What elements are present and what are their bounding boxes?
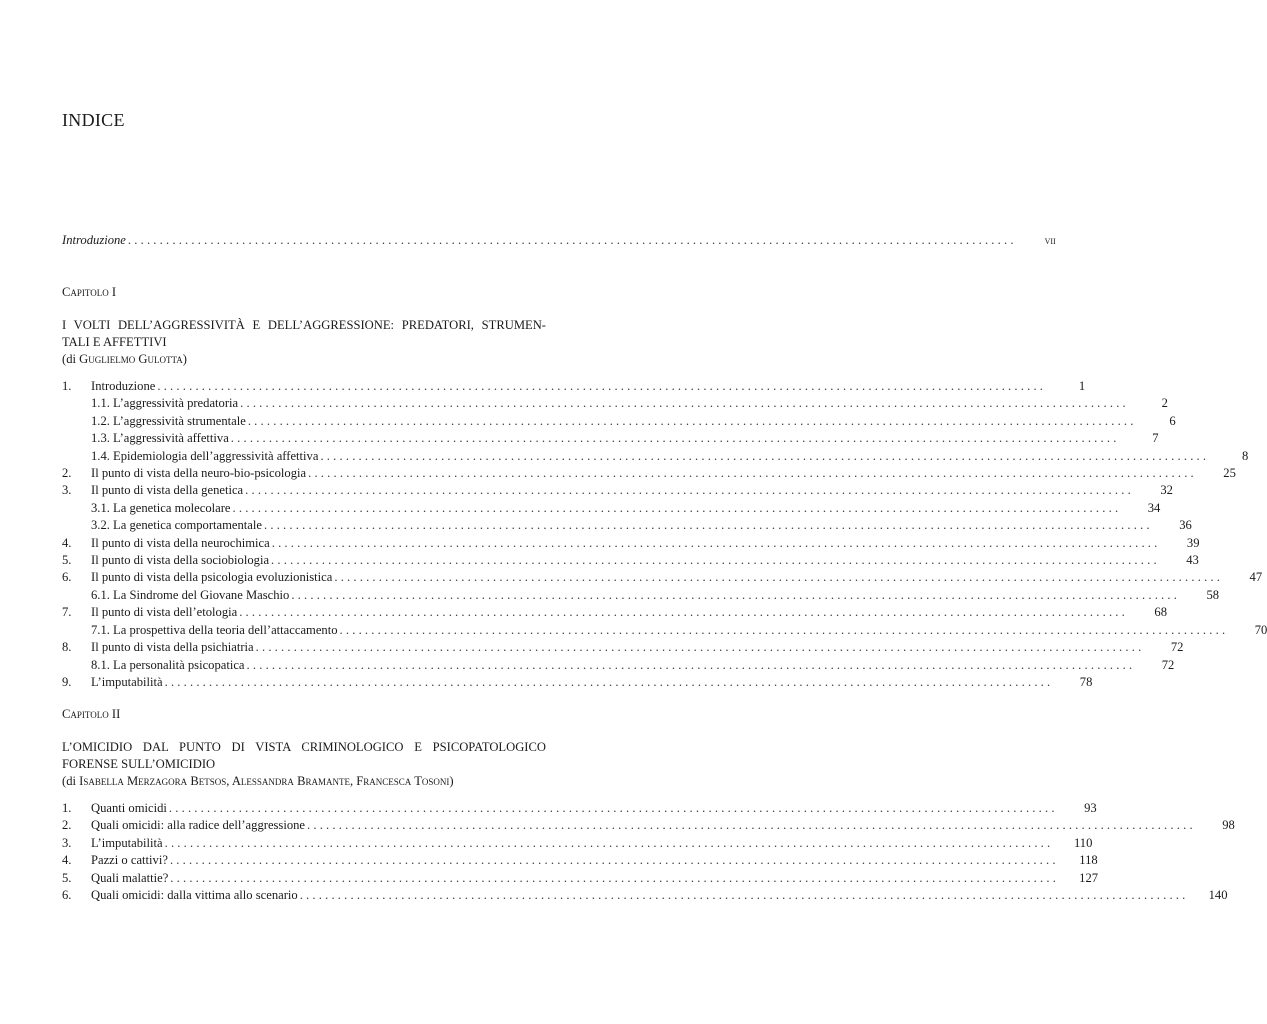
- leader-dots: ............................................................................................................................................: [168, 801, 1058, 815]
- entry-number: 6.: [62, 888, 72, 903]
- entry-number: 3.: [62, 483, 72, 498]
- entry-page: 70: [1254, 622, 1267, 637]
- leader-dots: ............................................................................................................................................: [299, 888, 1189, 903]
- entry-number: 1.: [62, 801, 72, 815]
- toc-entry: [62, 622, 1267, 639]
- entry-title: Quanti omicidi: [91, 801, 167, 815]
- intro-page: vii: [1044, 235, 1056, 247]
- entry-title: Quali malattie?: [91, 870, 169, 885]
- entry-page: 110: [1073, 835, 1093, 850]
- leader-dots: ............................................................................................................................................: [271, 535, 1161, 550]
- leader-dots: ............................................................................................................................................: [246, 657, 1136, 672]
- leader-dots: ............................................................................................................................................: [164, 835, 1054, 850]
- entry-title: 7.1. La prospettiva della teoria dell’attaccamento: [91, 622, 338, 637]
- chapter-title: L’OMICIDIO DAL PUNTO DI VISTA CRIMINOLOGICO E PSICOPATOLOGICO FORENSE SULL’OMICIDIO: [62, 740, 546, 771]
- toc-entry: [62, 500, 1161, 517]
- toc-entry: [62, 639, 1184, 656]
- entry-title: L’imputabilità: [91, 835, 163, 850]
- leader-dots: ............................................................................................................................................: [164, 674, 1054, 689]
- chapter-label: Capitolo I: [62, 285, 117, 299]
- leader-dots: ............................................................................................................................................: [232, 500, 1122, 515]
- chapter-1: [62, 284, 1267, 691]
- entry-title: Il punto di vista della psicologia evoluzionistica: [91, 570, 333, 585]
- toc-entry: [62, 430, 1159, 447]
- leader-dots: ............................................................................................................................................: [334, 570, 1224, 585]
- entry-title: 3.2. La genetica comportamentale: [91, 518, 262, 533]
- chapter-title: I VOLTI DELL’AGGRESSIVITÀ E DELL’AGGRESSIONE: PREDATORI, STRUMEN-TALI E AFFETTIVI: [62, 318, 546, 349]
- entry-number: 6.: [62, 570, 72, 585]
- entry-title: Quali omicidi: alla radice dell’aggressione: [91, 818, 306, 833]
- entry-number: 2.: [62, 818, 72, 833]
- page-title: INDICE: [62, 110, 125, 130]
- leader-dots: ............................................................................................................................................: [127, 233, 1017, 247]
- chapter-entries: [62, 800, 1235, 904]
- leader-dots: ............................................................................................................................................: [291, 587, 1181, 602]
- leader-dots: ............................................................................................................................................: [245, 483, 1134, 498]
- entry-page: 78: [1079, 674, 1093, 689]
- entry-page: 140: [1208, 888, 1228, 903]
- entry-number: 4.: [62, 853, 72, 868]
- entry-page: 8: [1241, 448, 1249, 463]
- entry-page: 43: [1186, 553, 1199, 568]
- entry-title: Introduzione: [91, 379, 156, 393]
- entry-title: 1.2. L’aggressività strumentale: [91, 413, 246, 428]
- entry-title: 1.1. L’aggressività predatoria: [91, 396, 239, 411]
- entry-number: 9.: [62, 674, 72, 689]
- leader-dots: ............................................................................................................................................: [320, 448, 1210, 463]
- entry-page: 72: [1161, 657, 1175, 672]
- toc-entry: [62, 465, 1236, 482]
- entry-title: 8.1. La personalità psicopatica: [91, 657, 245, 672]
- leader-dots: ............................................................................................................................................: [239, 605, 1128, 620]
- entry-page: 1: [1078, 379, 1086, 393]
- entry-number: 4.: [62, 535, 72, 550]
- toc-entry: [62, 604, 1167, 621]
- leader-dots: ............................................................................................................................................: [169, 853, 1059, 868]
- entry-title: Quali omicidi: dalla vittima allo scenario: [91, 888, 298, 903]
- entry-page: 6: [1169, 413, 1176, 428]
- intro-entry: [62, 232, 1056, 250]
- author-names: Isabella Merzagora Betsos, Alessandra Bramante, Francesca Tosoni: [79, 774, 450, 788]
- entry-title: Pazzi o cattivi?: [91, 853, 168, 868]
- toc-entry: [62, 800, 1097, 817]
- entry-page: 93: [1084, 801, 1097, 815]
- entry-number: 2.: [62, 466, 72, 481]
- entry-page: 72: [1170, 640, 1184, 655]
- entry-page: 36: [1179, 518, 1192, 533]
- entry-title: Il punto di vista della neuro-bio-psicologia: [91, 466, 307, 481]
- entry-page: 39: [1186, 535, 1200, 550]
- toc-entry: [62, 852, 1098, 869]
- entry-page: 34: [1147, 500, 1161, 515]
- entry-page: 2: [1161, 396, 1168, 411]
- entry-title: Il punto di vista della genetica: [91, 483, 244, 498]
- entry-number: 5.: [62, 553, 72, 568]
- entry-number: 1.: [62, 379, 72, 393]
- leader-dots: ............................................................................................................................................: [240, 396, 1129, 411]
- leader-dots: ............................................................................................................................................: [307, 818, 1196, 833]
- leader-dots: ............................................................................................................................................: [247, 413, 1137, 428]
- entry-title: Il punto di vista dell’etologia: [91, 605, 238, 620]
- leader-dots: ............................................................................................................................................: [255, 640, 1145, 655]
- toc-entry: [62, 870, 1099, 887]
- toc-entry: [62, 569, 1263, 586]
- entry-page: 7: [1152, 431, 1159, 446]
- chapter-entries: [62, 378, 1267, 691]
- entry-title: 3.1. La genetica molecolare: [91, 500, 231, 515]
- entry-title: 1.3. L’aggressività affettiva: [91, 431, 229, 446]
- author-names: Guglielmo Gulotta: [79, 352, 183, 366]
- toc-entry: [62, 835, 1093, 852]
- entry-number: 3.: [62, 835, 72, 850]
- entry-number: 8.: [62, 640, 72, 655]
- leader-dots: ............................................................................................................................................: [230, 431, 1120, 446]
- entry-page: 58: [1206, 587, 1220, 602]
- toc-entry: [62, 448, 1249, 465]
- entry-title: L’imputabilità: [91, 674, 163, 689]
- entry-page: 25: [1223, 466, 1236, 481]
- leader-dots: ............................................................................................................................................: [339, 622, 1229, 637]
- toc-entry: [62, 535, 1200, 552]
- entry-page: 47: [1249, 570, 1263, 585]
- toc-entry: [62, 587, 1220, 604]
- chapter-authors: (di Guglielmo Gulotta): [62, 352, 187, 366]
- entry-number: 5.: [62, 870, 72, 885]
- chapter-label: Capitolo II: [62, 707, 121, 721]
- toc-entry: [62, 817, 1235, 834]
- toc-entry: [62, 657, 1175, 674]
- entry-page: 98: [1222, 818, 1235, 833]
- leader-dots: ............................................................................................................................................: [264, 518, 1153, 533]
- entry-title: Il punto di vista della neurochimica: [91, 535, 270, 550]
- entry-page: 32: [1160, 483, 1173, 498]
- leader-dots: ............................................................................................................................................: [157, 379, 1047, 393]
- toc-entry: [62, 482, 1173, 499]
- entry-page: 127: [1079, 870, 1099, 885]
- toc-entry: [62, 517, 1192, 534]
- entry-title: Il punto di vista della psichiatria: [91, 640, 254, 655]
- leader-dots: ............................................................................................................................................: [308, 466, 1197, 481]
- entry-title: 1.4. Epidemiologia dell’aggressività affettiva: [91, 448, 319, 463]
- toc-entry: [62, 413, 1176, 430]
- entry-page: 118: [1079, 853, 1098, 868]
- entry-number: 7.: [62, 605, 72, 620]
- toc-entry: [62, 395, 1168, 412]
- intro-label: Introduzione: [62, 233, 126, 247]
- toc-entry: [62, 552, 1199, 569]
- toc-entry: [62, 887, 1228, 904]
- chapter-2: [62, 706, 1235, 904]
- leader-dots: ............................................................................................................................................: [170, 870, 1060, 885]
- entry-title: 6.1. La Sindrome del Giovane Maschio: [91, 587, 290, 602]
- entry-page: 68: [1154, 605, 1167, 620]
- leader-dots: ............................................................................................................................................: [271, 553, 1160, 568]
- toc-entry: [62, 674, 1093, 691]
- toc-entry: [62, 378, 1086, 395]
- entry-title: Il punto di vista della sociobiologia: [91, 553, 270, 568]
- chapter-authors: (di Isabella Merzagora Betsos, Alessandra Bramante, Francesca Tosoni): [62, 774, 454, 788]
